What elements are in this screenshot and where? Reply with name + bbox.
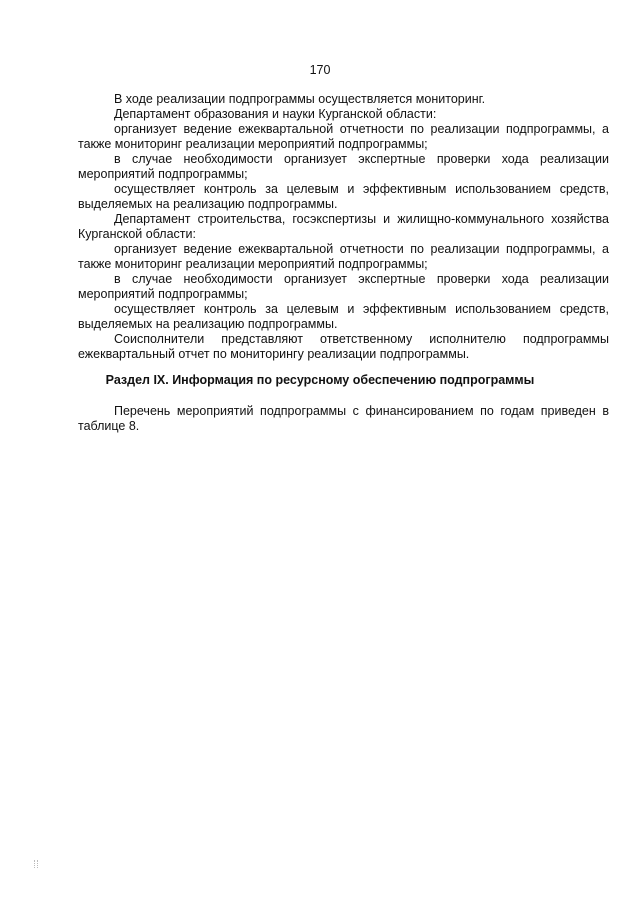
page-number: 170 [309,63,331,77]
scan-artifact [34,860,38,868]
paragraph-line: выделяемых на реализацию подпрограммы. [78,317,338,331]
paragraph-line: Департамент образования и науки Курганской области: [114,107,437,121]
paragraph-line: Перечень мероприятий подпрограммы с финансированием по годам приведен в [114,404,609,418]
paragraph-line: мероприятий подпрограммы; [78,287,248,301]
paragraph-line: организует ведение ежеквартальной отчетности по реализации подпрограммы, а [114,242,609,256]
paragraph-line: также мониторинг реализации мероприятий подпрограммы; [78,137,428,151]
paragraph-line: в случае необходимости организует экспертные проверки хода реализации [114,152,609,166]
paragraph-line: ежеквартальный отчет по мониторингу реализации подпрограммы. [78,347,470,361]
paragraph-line: организует ведение ежеквартальной отчетности по реализации подпрограммы, а [114,122,609,136]
paragraph-line: Департамент строительства, госэкспертизы и жилищно-коммунального хозяйства [114,212,609,226]
paragraph-line: выделяемых на реализацию подпрограммы. [78,197,338,211]
paragraph-line: таблице 8. [78,419,140,433]
resource-section [78,404,609,434]
paragraph-line: осуществляет контроль за целевым и эффективным использованием средств, [114,182,609,196]
paragraph-line: в случае необходимости организует экспертные проверки хода реализации [114,272,609,286]
paragraph-line: Курганской области: [78,227,196,241]
paragraph-line: осуществляет контроль за целевым и эффективным использованием средств, [114,302,609,316]
monitoring-section [78,92,609,362]
paragraph-line: Соисполнители представляют ответственному исполнителю подпрограммы [114,332,609,346]
paragraph-line: мероприятий подпрограммы; [78,167,248,181]
paragraph-line: также мониторинг реализации мероприятий подпрограммы; [78,257,428,271]
paragraph-line: В ходе реализации подпрограммы осуществляется мониторинг. [114,92,486,106]
section-heading: Раздел IX. Информация по ресурсному обеспечению подпрограммы [105,373,535,387]
